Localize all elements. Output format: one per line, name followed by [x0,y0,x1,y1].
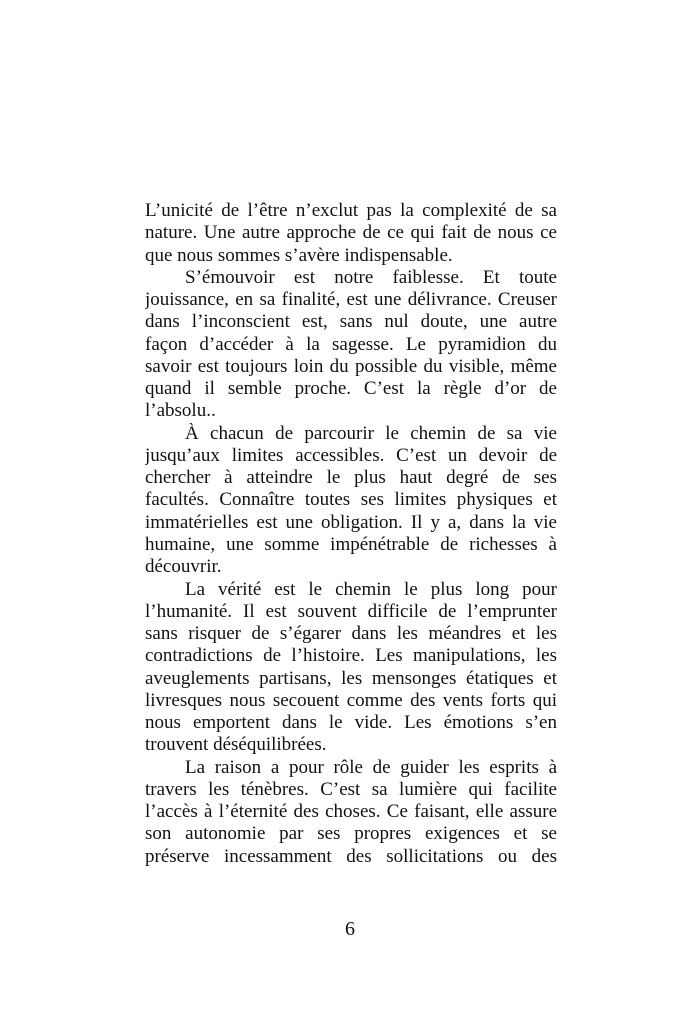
text-line: facultés. Connaître toutes ses limites physiques et [145,489,557,511]
page-number: 6 [345,918,355,940]
text-line: préserve incessamment des sollicitations ou des [145,845,557,867]
text-line: son autonomie par ses propres exigences et se [145,823,557,845]
text-line: découvrir. [145,556,222,578]
text-line: nous emportent dans le vide. Les émotions s’en [145,712,557,734]
text-line: contradictions de l’histoire. Les manipulations, les [145,645,557,667]
text-line: savoir est toujours loin du possible du visible, même [145,355,557,377]
text-line: l’humanité. Il est souvent difficile de l’emprunter [145,600,557,622]
text-line: La raison a pour rôle de guider les esprits à [185,756,557,778]
text-line: immatérielles est une obligation. Il y a, dans la vie [145,511,557,533]
paragraph [145,267,557,423]
body-text [145,200,557,868]
text-line: À chacun de parcourir le chemin de sa vie [185,422,557,444]
text-line: jusqu’aux limites accessibles. C’est un devoir de [145,444,557,466]
text-line: l’accès à l’éternité des choses. Ce faisant, elle assure [145,801,557,823]
text-line: travers les ténèbres. C’est sa lumière qui facilite [145,778,557,800]
paragraph [145,579,557,757]
paragraph [145,423,557,579]
text-line: trouvent déséquilibrées. [145,734,327,756]
text-line: L’unicité de l’être n’exclut pas la complexité de sa [145,200,557,221]
paragraph [145,200,557,267]
text-line: que nous sommes s’avère indispensable. [145,244,453,266]
text-line: façon d’accéder à la sagesse. Le pyramidion du [145,333,557,355]
text-line: jouissance, en sa finalité, est une délivrance. Creuser [145,289,557,311]
text-line: S’émouvoir est notre faiblesse. Et toute [185,266,557,288]
text-line: humaine, une somme impénétrable de richesses à [145,533,557,555]
paragraph [145,757,557,868]
text-line: quand il semble proche. C’est la règle d’or de [145,378,557,400]
text-line: l’absolu.. [145,400,216,422]
text-line: La vérité est le chemin le plus long pour [185,578,557,600]
text-line: chercher à atteindre le plus haut degré de ses [145,467,557,489]
text-line: nature. Une autre approche de ce qui fait de nous ce [145,222,557,244]
text-line: livresques nous secouent comme des vents forts qui [145,689,557,711]
text-line: dans l’inconscient est, sans nul doute, une autre [145,311,557,333]
text-line: sans risquer de s’égarer dans les méandres et les [145,623,557,645]
text-line: aveuglements partisans, les mensonges étatiques et [145,667,557,689]
